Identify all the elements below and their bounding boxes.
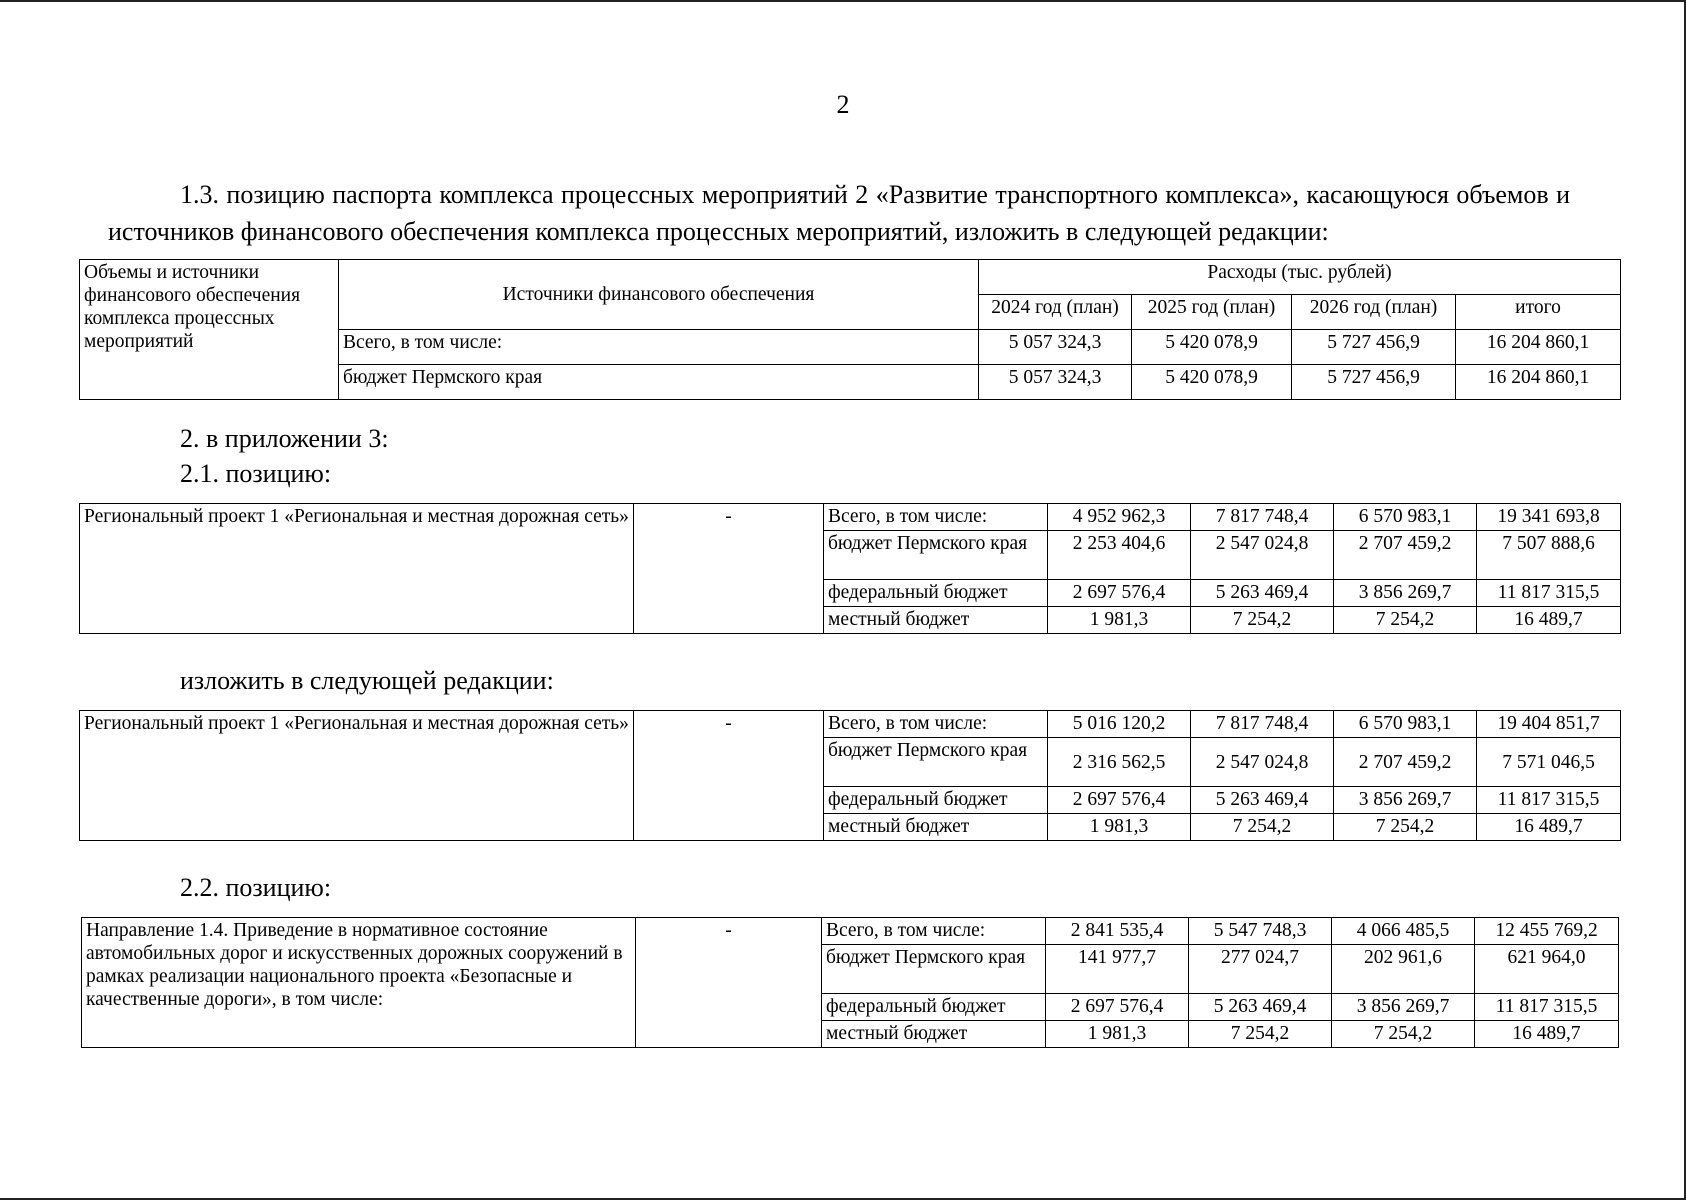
value-cell: 5 057 324,3 <box>979 365 1132 400</box>
value-cell: 7 254,2 <box>1189 1021 1332 1048</box>
value-cell: 7 254,2 <box>1191 814 1334 841</box>
heading-new-edition: изложить в следующей редакции: <box>180 666 554 695</box>
value-cell: 4 952 962,3 <box>1048 504 1191 531</box>
value-cell: 277 024,7 <box>1189 945 1332 994</box>
value-cell: 7 817 748,4 <box>1191 711 1334 738</box>
heading-2-2: 2.2. позицию: <box>180 873 332 902</box>
value-cell: 5 057 324,3 <box>979 330 1132 365</box>
row-label-cell: Объемы и источники финансового обеспечения комплекса процессных мероприятий <box>80 260 339 400</box>
direction-name: Направление 1.4. Приведение в нормативное состояние автомобильных дорог и искусственных дорожных сооружений в рамках реализации национального проекта «Безопасные и качественные дороги», в том числе: <box>82 918 636 1048</box>
source-label: бюджет Пермского края <box>339 365 979 400</box>
value-cell: 2 697 576,4 <box>1048 580 1191 607</box>
value-cell: 16 489,7 <box>1477 607 1621 634</box>
source-label: бюджет Пермского края <box>822 945 1046 994</box>
source-label: Всего, в том числе: <box>824 711 1048 738</box>
source-label: бюджет Пермского края <box>824 531 1048 580</box>
value-cell: 3 856 269,7 <box>1334 787 1477 814</box>
value-cell: 5 263 469,4 <box>1191 787 1334 814</box>
source-label: федеральный бюджет <box>824 580 1048 607</box>
value-cell: 7 507 888,6 <box>1477 531 1621 580</box>
source-label: Всего, в том числе: <box>822 918 1046 945</box>
value-cell: 7 254,2 <box>1332 1021 1475 1048</box>
page-number: 2 <box>836 90 850 119</box>
value-cell: 19 341 693,8 <box>1477 504 1621 531</box>
year-header: 2025 год (план) <box>1132 295 1292 330</box>
value-cell: 16 489,7 <box>1475 1021 1619 1048</box>
passport-finance-table <box>79 259 1621 400</box>
dash-cell: - <box>636 918 822 1048</box>
value-cell: 2 841 535,4 <box>1046 918 1189 945</box>
year-header: 2024 год (план) <box>979 295 1132 330</box>
expenses-header: Расходы (тыс. рублей) <box>979 260 1621 295</box>
value-cell: 5 547 748,3 <box>1189 918 1332 945</box>
value-cell: 1 981,3 <box>1048 814 1191 841</box>
value-cell: 2 697 576,4 <box>1046 994 1189 1021</box>
project-table-new <box>79 710 1621 841</box>
value-cell: 3 856 269,7 <box>1332 994 1475 1021</box>
value-cell: 16 204 860,1 <box>1456 330 1621 365</box>
value-cell: 5 420 078,9 <box>1132 365 1292 400</box>
value-cell: 1 981,3 <box>1046 1021 1189 1048</box>
source-label: местный бюджет <box>824 607 1048 634</box>
value-cell: 11 817 315,5 <box>1475 994 1619 1021</box>
value-cell: 7 254,2 <box>1191 607 1334 634</box>
source-label: местный бюджет <box>824 814 1048 841</box>
value-cell: 19 404 851,7 <box>1477 711 1621 738</box>
value-cell: 7 571 046,5 <box>1477 738 1621 787</box>
heading-2: 2. в приложении 3: <box>180 424 389 453</box>
value-cell: 2 547 024,8 <box>1191 531 1334 580</box>
value-cell: 5 263 469,4 <box>1189 994 1332 1021</box>
intro-paragraph: 1.3. позицию паспорта комплекса процессных мероприятий 2 «Развитие транспортного комплекса», касающуюся объемов и источников финансового обеспечения комплекса процессных мероприятий, изложить в следующей редакции: <box>108 180 1570 246</box>
value-cell: 7 254,2 <box>1334 814 1477 841</box>
table-row <box>82 918 1619 945</box>
heading-2-1: 2.1. позицию: <box>180 459 332 488</box>
table-row <box>80 260 1621 295</box>
source-label: федеральный бюджет <box>824 787 1048 814</box>
dash-cell: - <box>634 504 824 634</box>
value-cell: 1 981,3 <box>1048 607 1191 634</box>
table-row <box>80 504 1621 531</box>
value-cell: 141 977,7 <box>1046 945 1189 994</box>
direction-table <box>81 917 1619 1048</box>
value-cell: 11 817 315,5 <box>1477 580 1621 607</box>
value-cell: 5 727 456,9 <box>1292 365 1456 400</box>
table-row <box>80 711 1621 738</box>
value-cell: 4 066 485,5 <box>1332 918 1475 945</box>
project-name: Региональный проект 1 «Региональная и местная дорожная сеть» <box>80 711 634 841</box>
dash-cell: - <box>634 711 824 841</box>
value-cell: 7 817 748,4 <box>1191 504 1334 531</box>
total-header: итого <box>1456 295 1621 330</box>
value-cell: 6 570 983,1 <box>1334 711 1477 738</box>
value-cell: 16 489,7 <box>1477 814 1621 841</box>
value-cell: 7 254,2 <box>1334 607 1477 634</box>
value-cell: 621 964,0 <box>1475 945 1619 994</box>
year-header: 2026 год (план) <box>1292 295 1456 330</box>
value-cell: 6 570 983,1 <box>1334 504 1477 531</box>
value-cell: 5 263 469,4 <box>1191 580 1334 607</box>
value-cell: 2 707 459,2 <box>1334 531 1477 580</box>
value-cell: 5 016 120,2 <box>1048 711 1191 738</box>
value-cell: 2 547 024,8 <box>1191 738 1334 787</box>
value-cell: 2 316 562,5 <box>1048 738 1191 787</box>
value-cell: 12 455 769,2 <box>1475 918 1619 945</box>
value-cell: 5 727 456,9 <box>1292 330 1456 365</box>
source-label: Всего, в том числе: <box>339 330 979 365</box>
source-label: федеральный бюджет <box>822 994 1046 1021</box>
source-label: местный бюджет <box>822 1021 1046 1048</box>
value-cell: 5 420 078,9 <box>1132 330 1292 365</box>
sources-header: Источники финансового обеспечения <box>339 260 979 330</box>
value-cell: 2 707 459,2 <box>1334 738 1477 787</box>
value-cell: 202 961,6 <box>1332 945 1475 994</box>
project-name: Региональный проект 1 «Региональная и местная дорожная сеть» <box>80 504 634 634</box>
value-cell: 2 253 404,6 <box>1048 531 1191 580</box>
value-cell: 2 697 576,4 <box>1048 787 1191 814</box>
source-label: Всего, в том числе: <box>824 504 1048 531</box>
value-cell: 3 856 269,7 <box>1334 580 1477 607</box>
source-label: бюджет Пермского края <box>824 738 1048 787</box>
project-table-old <box>79 503 1621 634</box>
value-cell: 16 204 860,1 <box>1456 365 1621 400</box>
value-cell: 11 817 315,5 <box>1477 787 1621 814</box>
